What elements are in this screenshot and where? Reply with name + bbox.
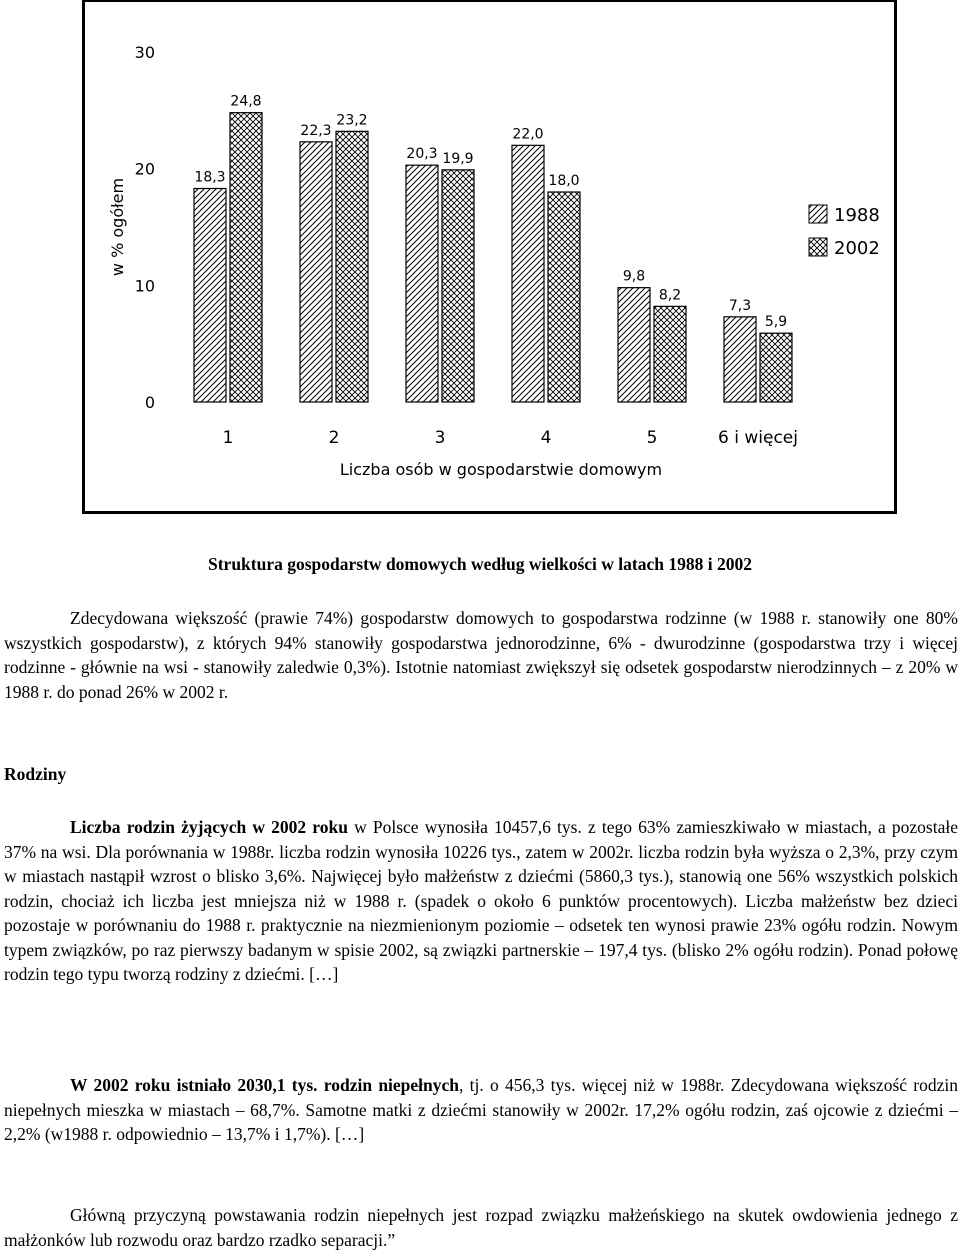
bar-1988-3 — [406, 165, 438, 402]
bar-2002-4 — [548, 192, 580, 402]
bar-1988-6 — [724, 317, 756, 402]
paragraph-household-structure — [4, 606, 958, 704]
paragraph-single-parent — [4, 1073, 958, 1147]
data-label: 18,0 — [548, 173, 580, 189]
x-tick-label: 6 i więcej — [718, 428, 798, 448]
paragraph-bold-lead: W 2002 roku istniało 2030,1 tys. rodzin niepełnych — [70, 1075, 460, 1095]
bar-chart — [85, 2, 894, 512]
paragraph-text: Główną przyczyną powstawania rodzin niepełnych jest rozpad związku małżeńskiego na skutek owdowienia jednego z małżonków lub rozwodu oraz bardzo rzadko separacji.” — [4, 1205, 958, 1250]
x-tick-label: 5 — [646, 428, 658, 448]
bar-2002-3 — [442, 170, 474, 402]
chart-frame — [82, 0, 897, 514]
data-label: 7,3 — [728, 297, 752, 314]
data-label: 22,0 — [512, 126, 544, 143]
document-title: Struktura gospodarstw domowych według wielkości w latach 1988 i 2002 — [208, 554, 752, 574]
section-heading: Rodziny — [4, 764, 67, 784]
paragraph-bold-lead: Liczba rodzin żyjących w 2002 roku — [70, 817, 348, 837]
paragraph-text: w Polsce wynosiła 10457,6 tys. z tego 63% zamieszkiwało w miastach, a pozostałe 37% na wsi. Dla porównania w 1988r. liczba rodzin wynosiła 10226 tys., zatem w 2002r. liczba rodzin była wyższa o 2,3%, przy czym w miastach nastąpił wzrost o blisko 3,6%. Najwięcej było małżeństw z dziećmi (5860,3 tys.), stanowią one 56% wszystkich polskich rodzin, chociaż ich liczba jest mniejsza niż w 1988 r. (spadek o około 6 punktów procentowych). Liczba małżeństw bez dzieci pozostaje w porównaniu do 1988 r. praktycznie na niezmienionym poziomie – odsetek ten wynosi prawie 23% ogółu rodzin. Nowym typem związków, po raz pierwszy badanym w spisie 2002, są związki partnerskie – 197,4 tys. (blisko 2% ogółu rodzin). Ponad połowę rodzin tego typu tworzą rodziny z dziećmi. […] — [4, 817, 958, 984]
x-axis-label: Liczba osób w gospodarstwie domowym — [339, 460, 663, 479]
data-label: 19,9 — [442, 150, 474, 167]
bar-1988-1 — [194, 189, 226, 403]
bar-2002-6 — [760, 333, 792, 402]
x-tick-label: 1 — [222, 428, 234, 448]
bar-2002-1 — [230, 113, 262, 402]
x-tick-label: 4 — [540, 428, 552, 448]
paragraph-families — [4, 815, 958, 987]
data-label: 9,8 — [622, 268, 646, 285]
data-label: 20,3 — [406, 146, 438, 163]
legend-label: 2002 — [834, 238, 880, 259]
paragraph-causes — [4, 1203, 958, 1252]
bar-1988-4 — [512, 145, 544, 402]
bar-1988-5 — [618, 288, 650, 402]
y-tick-label: 0 — [144, 393, 155, 412]
x-tick-label: 3 — [434, 428, 446, 448]
y-axis-label: w % ogółem — [108, 177, 127, 277]
paragraph-text: Zdecydowana większość (prawie 74%) gospodarstw domowych to gospodarstwa rodzinne (w 1988 r. stanowiły one 80% wszystkich gospodarstw), z których 94% stanowiły gospodarstwa jednorodzinne, 6% - dwurodzinne (gospodarstwa trzy i więcej rodzinne - głównie na wsi - stanowiły zaledwie 0,3%). Istotnie natomiast zwiększył się odsetek gospodarstw nierodzinnych – z 20% w 1988 r. do ponad 26% w 2002 r. — [4, 608, 958, 702]
bar-1988-2 — [300, 142, 332, 402]
data-label: 23,2 — [336, 112, 368, 129]
y-tick-label: 30 — [134, 43, 155, 62]
legend-label: 1988 — [834, 205, 880, 226]
legend-swatch — [809, 238, 827, 256]
bar-2002-5 — [654, 306, 686, 402]
paragraph-text: , tj. o 456,3 tys. więcej niż w 1988r. Zdecydowana większość rodzin niepełnych mieszka w miastach – 68,7%. Samotne matki z dziećmi stanowiły w 2002r. 17,2% ogółu rodzin, zaś ojcowie z dziećmi – 2,2% (w1988 r. odpowiednio – 13,7% i 1,7%). […] — [4, 1075, 958, 1144]
data-label: 18,3 — [194, 169, 226, 186]
y-tick-label: 10 — [134, 276, 155, 296]
data-label: 24,8 — [230, 93, 262, 110]
bar-2002-2 — [336, 131, 368, 402]
data-label: 5,9 — [764, 314, 788, 331]
legend-swatch — [809, 205, 827, 223]
data-label: 22,3 — [300, 122, 332, 139]
y-tick-label: 20 — [134, 159, 155, 179]
data-label: 8,2 — [658, 287, 682, 304]
x-tick-label: 2 — [328, 428, 340, 448]
